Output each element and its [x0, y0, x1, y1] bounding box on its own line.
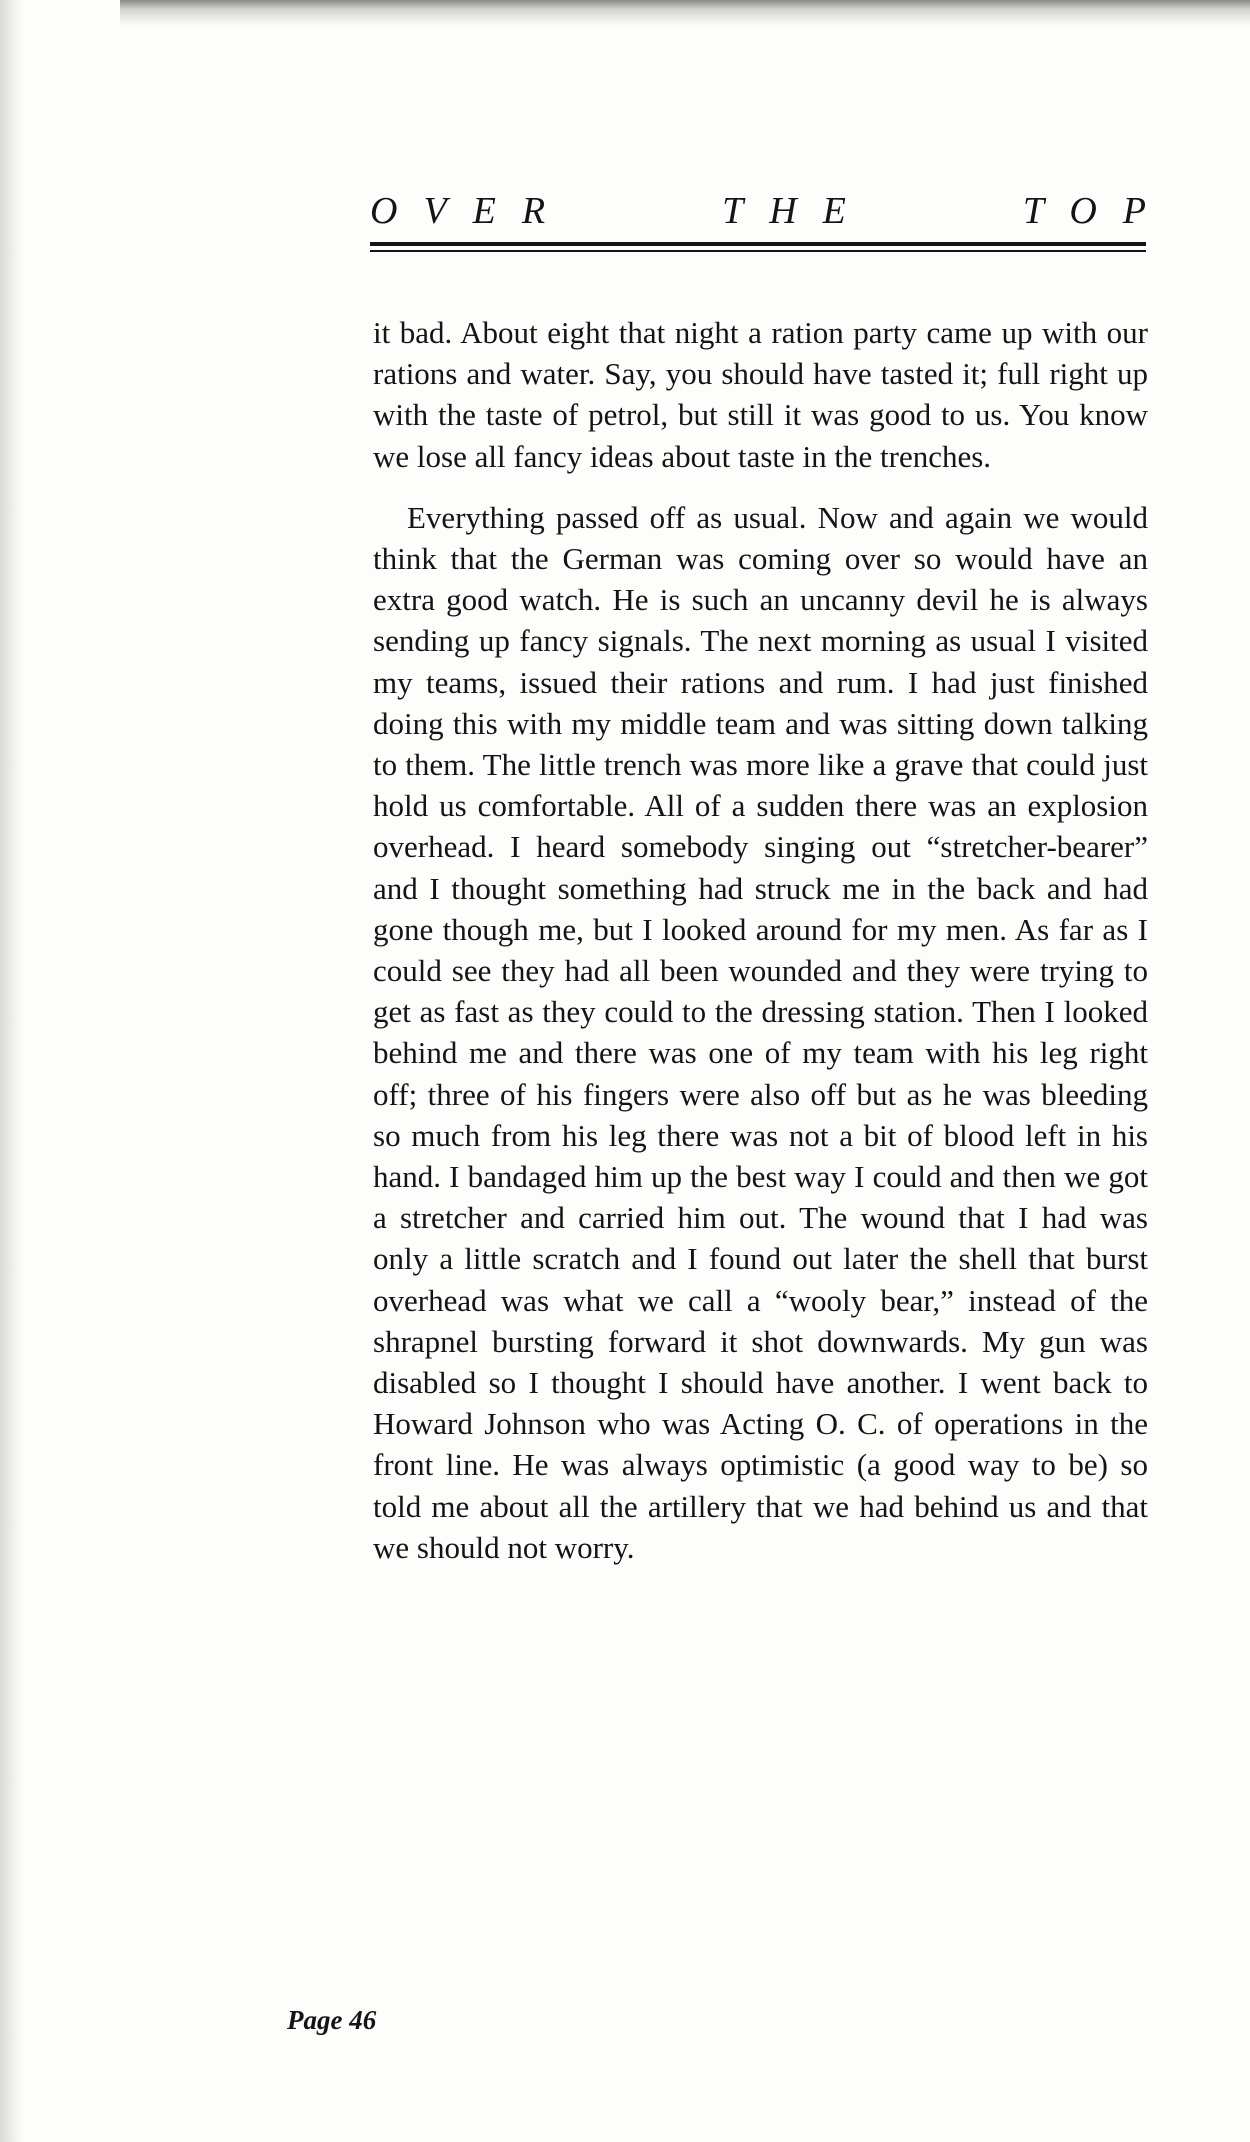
paragraph-2: Everything passed off as usual. Now and again we would think that the German was coming over so would have an extra good watch. He is such an uncanny devil he is always sending up fancy signals. The next morning as usual I visited my teams, issued their rations and rum. I had just finished doing this with my middle team and was sitting down talking to them. The little trench was more like a grave that could just hold us comfortable. All of a sudden there was an explosion overhead. I heard somebody singing out “stretcher-bearer” and I thought something had struck me in the back and had gone though me, but I looked around for my men. As far as I could see they had all been wounded and they were trying to get as fast as they could to the dressing station. Then I looked behind me and there was one of my team with his leg right off; three of his fingers were also off but as he was bleeding so much from his leg there was not a bit of blood left in his hand. I bandaged him up the best way I could and then we got a stretcher and carried him out. The wound that I had was only a little scratch and I found out later the shell that burst overhead was what we call a “wooly bear,” instead of the shrapnel bursting forward it shot downwards. My gun was disabled so I thought I should have another. I went back to Howard Johnson who was Acting O. C. of operations in the front line. He was always optimistic (a good way to be) so told me about all the artillery that we had behind us and that we should not worry. [373, 499, 1148, 1565]
running-head [370, 186, 1172, 236]
running-head-word-3: TOP [1022, 190, 1172, 232]
body-text [373, 312, 1148, 1568]
scan-edge-shadow [0, 0, 22, 2142]
page-number: Page 46 [287, 2005, 377, 2035]
running-head-word-2: THE [722, 190, 872, 232]
header-rule-thin [370, 250, 1146, 252]
running-head-word-1: OVER [370, 190, 572, 232]
header-rule-thick [370, 242, 1146, 246]
scan-smudge [120, 0, 1250, 26]
paragraph-1: it bad. About eight that night a ration party came up with our rations and water. Say, you should have tasted it; full right up with the taste of petrol, but still it was good to us. You know we lose all fancy ideas about taste in the trenches. [373, 315, 1148, 474]
